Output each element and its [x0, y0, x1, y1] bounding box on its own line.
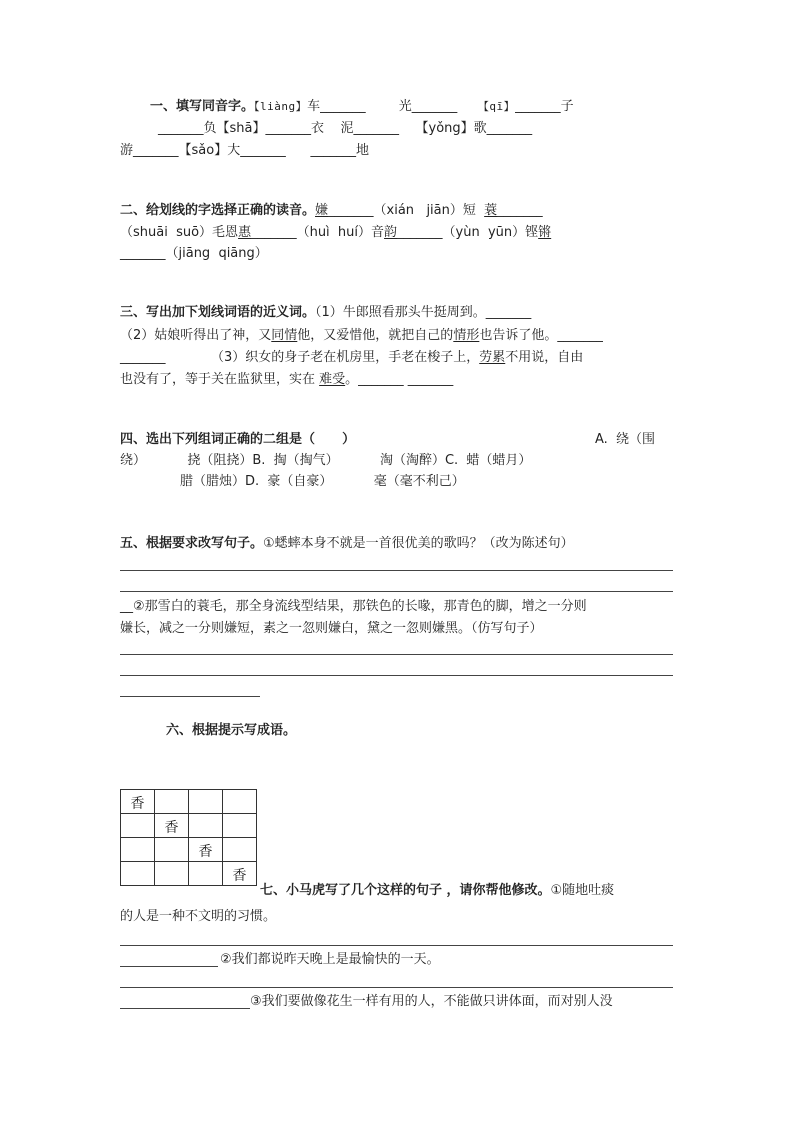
s5-q2-line2: 嫌长，减之一分则嫌短，素之一忽则嫌白，黛之一忽则嫌黑。（仿写句子） — [120, 621, 543, 636]
grid-cell[interactable]: 香 — [223, 862, 257, 886]
s7-line1: 七、小马虎写了几个这样的句子 ，请你帮他修改。①随地吐痰 — [260, 883, 615, 898]
s1-line3: 游_______【sǎo】大_______ _______地 — [120, 143, 369, 158]
s2-line2: （shuāi suō）毛恩惠_______（huì huí）音韵_______（yùn yūn）铿锵 — [120, 225, 552, 240]
s5-q2-line1: __②那雪白的蓑毛，那全身流线型结果，那铁色的长喙，那青色的脚，增之一分则 — [120, 599, 587, 614]
grid-cell[interactable] — [155, 862, 189, 886]
idiom-grid — [120, 789, 257, 886]
grid-cell[interactable]: 香 — [155, 814, 189, 838]
s7-q2: ②我们都说昨天晚上是最愉快的一天。 — [220, 952, 440, 967]
answer-rule-short — [120, 1008, 250, 1009]
s1-line1: 一、填写同音字。【liàng】车_______ 光_______ 【qī】_______子 — [150, 99, 574, 114]
grid-cell[interactable] — [121, 862, 155, 886]
answer-rule — [120, 591, 673, 592]
s3-line2: （2）姑娘听得出了神，又同情他，又爱惜他，就把自己的情形也告诉了他。_______ — [120, 328, 603, 343]
s7-line2: 的人是一种不文明的习惯。 — [120, 909, 277, 924]
s3-title: 三、写出加下划线词语的近义词。 — [120, 305, 316, 320]
grid-cell[interactable] — [223, 838, 257, 862]
s7-title: 七、小马虎写了几个这样的句子 ，请你帮他修改。 — [260, 883, 551, 898]
answer-rule — [120, 654, 673, 655]
grid-cell[interactable] — [189, 814, 223, 838]
s5-line1: 五、根据要求改写句子。①蟋蟀本身不就是一首很优美的歌吗？（改为陈述句） — [120, 536, 574, 551]
s5-title: 五、根据要求改写句子。 — [120, 536, 264, 551]
answer-rule-short — [120, 966, 218, 967]
s7-q3: ③我们要做像花生一样有用的人，不能做只讲体面，而对别人没 — [250, 994, 613, 1009]
s3-line3: _______ （3）织女的身子老在机房里，手老在梭子上，劳累不用说，自由 — [120, 350, 584, 365]
grid-cell[interactable] — [155, 790, 189, 814]
s1-line2: _______负【shā】_______衣 泥_______ 【yǒng】歌_______ — [158, 121, 533, 136]
s1-title: 一、填写同音字。 — [150, 99, 255, 114]
s4-line3: 腊（腊烛）D. 豪（自豪） 毫（毫不利己） — [180, 474, 465, 489]
s2-line3: _______（jiāng qiāng） — [120, 246, 268, 261]
grid-cell[interactable] — [223, 814, 257, 838]
grid-cell[interactable] — [189, 862, 223, 886]
answer-rule-short — [120, 696, 260, 697]
s4-title: 四、选出下列组词正确的二组是（ ） — [120, 432, 356, 447]
grid-cell[interactable]: 香 — [189, 838, 223, 862]
s3-line4: 也没有了，等于关在监狱里，实在 难受。_______ _______ — [120, 372, 454, 387]
s6-title: 六、根据提示写成语。 — [166, 723, 297, 738]
s3-line1: 三、写出加下划线词语的近义词。（1）牛郎照看那头牛挺周到。_______ — [120, 305, 532, 320]
answer-rule — [120, 570, 673, 571]
grid-cell[interactable]: 香 — [121, 790, 155, 814]
grid-cell[interactable] — [223, 790, 257, 814]
s4-line2: 绕） 挠（阻挠）B. 掏（掏气） 淘（淘醉）C. 蜡（蜡月） — [120, 453, 532, 468]
grid-cell[interactable] — [121, 814, 155, 838]
grid-cell[interactable] — [189, 790, 223, 814]
grid-cell[interactable] — [155, 838, 189, 862]
grid-cell[interactable] — [121, 838, 155, 862]
s4-option-a: A. 绕（围 — [595, 432, 656, 447]
answer-rule — [120, 945, 673, 946]
answer-rule — [120, 987, 673, 988]
s2-title: 二、给划线的字选择正确的读音。 — [120, 203, 316, 218]
answer-rule — [120, 675, 673, 676]
s2-line1: 二、给划线的字选择正确的读音。嫌_______（xián jiān）短 蓑_______ — [120, 203, 543, 218]
